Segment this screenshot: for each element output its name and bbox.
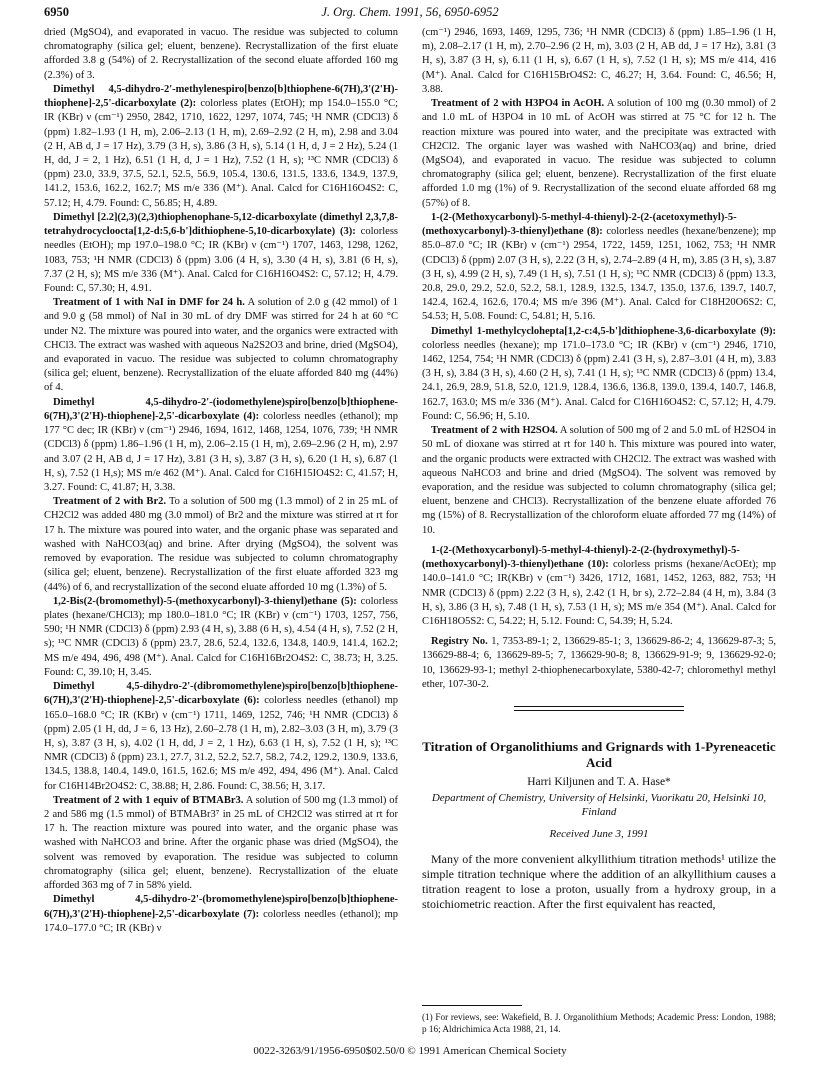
- compound-paragraph: 1-(2-(Methoxycarbonyl)-5-methyl-4-thienyl)-2-(2-(hydroxymethyl)-5-(methoxycarbonyl)-3-thienyl)ethane (10): colorless prisms (hexane/AcOEt); mp 140.0–141.0 °C; IR(KBr) ν (cm⁻¹) 3426, 1712, 1681, 1452, 1263, 882, 753; ¹H NMR (CDCl3) δ (ppm) 2.22 (3 H, s), 2.42 (1 H, br s), 2.72–2.84 (4 H, m), 3.84 (3 H, s), 3.86 (3 H, s), 7.48 (1 H, s), 7.53 (1 H, s); MS m/e 354 (M⁺). Anal. Calcd for C16H18O5S2: C, 54.22; H, 5.12. Found: C, 54.39; H, 5.24.: [422, 544, 776, 627]
- compound-heading: 1-(2-(Methoxycarbonyl)-5-methyl-4-thienyl)-2-(2-(hydroxymethyl)-5-(methoxycarbonyl)-3-thienyl)ethane (10):: [422, 544, 740, 571]
- section-divider: [514, 706, 684, 707]
- procedure-heading: Treatment of 2 with H3PO4 in AcOH.: [431, 98, 605, 110]
- page-footer: 0022-3263/91/1956-6950$02.50/0 © 1991 American Chemical Society: [253, 1045, 567, 1057]
- compound-heading: Dimethyl 4,5-dihydro-2'-(bromomethylene)spiro[benzo[b]thiophene-6(7H),3'(2'H)-thiophene]-2,5'-dicarboxylate (7):: [44, 894, 398, 920]
- section-divider: [514, 710, 684, 711]
- compound-paragraph: Dimethyl 4,5-dihydro-2'-(dibromomethylene)spiro[benzo[b]thiophene-6(7H),3'(2'H)-thiophene]-2,5'-dicarboxylate (6): colorless needles (ethanol) mp 165.0–168.0 °C; IR (KBr) ν (cm⁻¹) 1711, 1469, 1252, 746; ¹H NMR (CDCl3) δ (ppm) 2.05 (1 H, dd, J = 6, 13 Hz), 2.60–2.78 (1 H, m), 2.82–3.03 (3 H, m), 3.79 (3 H, s), 3.87 (3 H, s), 4.02 (1 H, dd, J = 2, 1 Hz), 6.63 (1 H, s), 7.52 (1 H, s); ¹³C NMR (CDCl3) δ (ppm) 23.1, 27.7, 31.2, 52.2, 52.7, 58.2, 74.2, 129.2, 130.9, 133.6, 134.5, 138.8, 140.4, 149.0, 161.5, 162.6; MS m/e 492, 494, 496 (M⁺). Anal. Calcd for C16H14Br2O4S2: C, 38.88; H, 2.86. Found: C, 38.56; H, 3.17.: [44, 681, 398, 792]
- running-header: [44, 5, 776, 25]
- article-affiliation: Department of Chemistry, University of Helsinki, Vuorikatu 20, Helsinki 10, Finland: [431, 792, 767, 818]
- page-number: 6950: [44, 5, 69, 19]
- compound-heading: 1-(2-(Methoxycarbonyl)-5-methyl-4-thienyl)-2-(2-(acetoxymethyl)-5-(methoxycarbonyl)-3-thienyl)ethane (8):: [422, 211, 737, 238]
- compound-paragraph: 1,2-Bis(2-(bromomethyl)-5-(methoxycarbonyl)-3-thienyl)ethane (5): colorless plates (hexane/CHCl3); mp 180.0–181.0 °C; IR (KBr) ν (cm⁻¹) 1703, 1257, 756, 590; ¹H NMR (CDCl3) δ (ppm) 2.93 (4 H, s), 3.88 (6 H, s), 4.54 (4 H, s), 7.52 (2 H, s); ¹³C NMR (CDCl3) δ (ppm) 23.7, 28.6, 52.4, 132.6, 134.8, 140.9, 141.4, 162.2; MS m/e 494, 496, 498 (M⁺). Anal. Calcd for C16H16Br2O4S2: C, 38.73; H, 3.25. Found: C, 39.10; H, 3.45.: [44, 595, 398, 678]
- compound-heading: 1,2-Bis(2-(bromomethyl)-5-(methoxycarbonyl)-3-thienyl)ethane (5):: [53, 595, 357, 607]
- received-date: Received June 3, 1991: [549, 828, 649, 841]
- compound-heading: Dimethyl 1-methylcyclohepta[1,2-c:4,5-b']dithiophene-3,6-dicarboxylate (9):: [431, 325, 776, 337]
- registry-paragraph: Registry No. 1, 7353-89-1; 2, 136629-85-1; 3, 136629-86-2; 4, 136629-87-3; 5, 136629-88-4; 6, 136629-89-5; 7, 136629-90-8; 8, 136629-91-9; 9, 136629-92-0; 10, 136629-93-1; methyl 2-thiophenecarboxylate, 5380-42-7; chloromethyl methyl ether, 107-30-2.: [422, 636, 776, 690]
- article-body: Many of the more convenient alkyllithium titration methods¹ utilize the simple titration technique where the addition of an alkyllithium causes a titration reagent to lose a proton, usually from a hydroxy group, in a stoichiometric reaction. After the first equivalent has reacted,: [422, 851, 776, 912]
- compound-paragraph: Dimethyl [2.2](2,3)(2,3)thiophenophane-5,12-dicarboxylate (dimethyl 2,3,7,8-tetrahydrocycloocta[1,2-d:5,6-b']dithiophene-5,10-dicarboxylate) (3): colorless needles (EtOH); mp 197.0–198.0 °C; IR (KBr) ν (cm⁻¹) 1707, 1463, 1298, 1262, 1083, 753; ¹H NMR (CDCl3) δ (ppm) 3.06 (4 H, s), 3.30 (4 H, s), 3.81 (6 H, s), 7.37 (2 H, s); MS m/e 336 (M⁺). Anal. Calcd for C16H16O4S2: C, 57.12; H, 4.79. Found: C, 57.30; H, 4.91.: [44, 211, 398, 294]
- footnote: (1) For reviews, see: Wakefield, B. J. Organolithium Methods; Academic Press: London, 1988; p 16; Aldrichimica Acta 1988, 21, 14.: [422, 1012, 776, 1034]
- article-title: Titration of Organolithiums and Grignards with 1-Pyreneacetic Acid: [422, 739, 776, 771]
- procedure-paragraph: Treatment of 2 with H3PO4 in AcOH. A solution of 100 mg (0.30 mmol) of 2 and 1.0 mL of H3PO4 in 10 mL of AcOH was stirred at 75 °C for 12 h. The reaction mixture was poured into water, and the precipitate was extracted with CH2Cl2. The organic layer was washed with NaHCO3(aq) and brine, dried (MgSO4), and evaporated in vacuo. The residue was subjected to column chromatography (silica gel; eluent, benzene). Recrystallization of the first eluate afforded 1.0 mg (1%) of 9. Recrystallization of the second eluate afforded 68 mg (57%) of 8.: [422, 98, 776, 209]
- compound-paragraph: Dimethyl 4,5-dihydro-2'-(bromomethylene)spiro[benzo[b]thiophene-6(7H),3'(2'H)-thiophene]-2,5'-dicarboxylate (7): colorless needles (ethanol); mp 174.0–177.0 °C; IR (KBr) ν: [44, 894, 399, 934]
- procedure-paragraph: Treatment of 1 with NaI in DMF for 24 h. A solution of 2.0 g (42 mmol) of 1 and 9.0 g (58 mmol) of NaI in 30 mL of dry DMF was stirred for 24 h at 60 °C under N2. The mixture was poured into water, and the organics were extracted with CHCl3. The extract was washed with aqueous Na2S2O3 and brine, dried (MgSO4), and evaporated in vacuo. The residue was subjected to column chromatography (silica gel; eluent, benzene). Recrystallization of the eluate afforded 840 mg (44%) of 4.: [44, 297, 399, 394]
- procedure-heading: Treatment of 2 with H2SO4.: [431, 425, 558, 437]
- compound-heading: Dimethyl 4,5-dihydro-2'-methylenespiro[benzo[b]thiophene-6(7H),3'(2'H)-thiophene]-2,5'-dicarboxylate (2):: [44, 83, 398, 110]
- procedure-heading: Treatment of 1 with NaI in DMF for 24 h.: [53, 297, 245, 309]
- compound-heading: Dimethyl 4,5-dihydro-2'-(iodomethylene)spiro[benzo[b]thiophene-6(7H),3'(2'H)-thiophene]-2,5'-dicarboxylate (4):: [44, 396, 398, 422]
- registry-heading: Registry No.: [431, 636, 488, 648]
- compound-paragraph: Dimethyl 4,5-dihydro-2'-methylenespiro[benzo[b]thiophene-6(7H),3'(2'H)-thiophene]-2,5'-dicarboxylate (2): colorless plates (EtOH); mp 154.0–155.0 °C; IR (KBr) ν (cm⁻¹) 2950, 2842, 1710, 1622, 1297, 1074, 745; ¹H NMR (CDCl3) δ (ppm) 1.82–1.93 (1 H, m), 2.06–2.13 (1 H, m), 2.69–2.92 (2 H, m), 2.98 and 3.04 (2 H, AB d, J = 17 Hz), 3.79 (3 H, s), 3.86 (3 H, s), 5.14 (1 H, d, J = 2 Hz), 5.24 (1 H, dd, J = 2, 1 Hz), 6.51 (1 H, d, J = 1 Hz), 7.52 (1 H, s); ¹³C NMR (CDCl3) δ (ppm) 23.0, 33.9, 37.5, 52.1, 52.5, 56.9, 105.4, 130.6, 131.5, 133.6, 134.9, 137.9, 141.2, 153.6, 162.2, 162.7; MS m/e 336 (M⁺). Anal. Calcd for C16H16O4S2: C, 57.12; H, 4.79. Found: C, 56.85; H, 4.89.: [44, 83, 398, 209]
- procedure-heading: Treatment of 2 with 1 equiv of BTMABr3.: [53, 794, 244, 806]
- procedure-paragraph: Treatment of 2 with 1 equiv of BTMABr3. A solution of 500 mg (1.3 mmol) of 2 and 586 mg (1.5 mmol) of BTMABr3⁷ in 25 mL of CH2Cl2 was stirred at rt for 17 h. The reaction mixture was poured into water, and the organic phase was washed with NaHCO3 and brine. After the organic phase was dried (MgSO4), the solvent was removed by evaporation. The residue was subjected to column chromatography (silica gel; eluent, benzene). Recrystallization of the eluate afforded 363 mg of 7 in 58% yield.: [44, 794, 398, 892]
- paragraph: (cm⁻¹) 2946, 1693, 1469, 1295, 736; ¹H NMR (CDCl3) δ (ppm) 1.85–1.96 (1 H, m), 2.08–2.17 (1 H, m), 2.70–2.96 (2 H, m), 3.03 (2 H, AB dd, J = 17 Hz), 3.81 (3 H, s), 3.87 (3 H, s), 6.11 (1 H, s), 6.67 (1 H, s), 7.52 (1 H, s); MS m/e 414, 416 (M⁺). Anal. Calcd for C16H15BrO4S2: C, 46.27; H, 3.64. Found: C, 46.56; H, 3.88.: [422, 27, 776, 95]
- compound-paragraph: 1-(2-(Methoxycarbonyl)-5-methyl-4-thienyl)-2-(2-(acetoxymethyl)-5-(methoxycarbonyl)-3-thienyl)ethane (8): colorless needles (hexane/benzene); mp 85.0–87.0 °C; IR (KBr) ν (cm⁻¹) 2954, 1722, 1459, 1251, 1062, 753; ¹H NMR (CDCl3) δ (ppm) 2.07 (3 H, s), 2.22 (3 H, s), 2.74–2.89 (4 H, m), 3.85 (3 H, s), 3.87 (3 H, s), 4.99 (2 H, s), 7.49 (1 H, s), 7.51 (1 H, s); ¹³C NMR (CDCl3) δ (ppm) 13.3, 20.8, 29.0, 29.2, 52.0, 52.2, 58.1, 128.9, 132.5, 134.7, 135.0, 137.6, 139.7, 140.7, 142.4, 162.4, 162.6, 170.4; MS m/e 396 (M⁺). Anal. Calcd for C18H20O6S2: C, 54.53; H, 5.08. Found: C, 54.81; H, 5.16.: [422, 211, 776, 323]
- journal-citation: J. Org. Chem. 1991, 56, 6950-6952: [321, 5, 499, 19]
- left-column: [44, 26, 398, 936]
- compound-heading: Dimethyl [2.2](2,3)(2,3)thiophenophane-5,12-dicarboxylate (dimethyl 2,3,7,8-tetrahydrocycloocta[1,2-d:5,6-b']dithiophene-5,10-dicarboxylate) (3):: [44, 211, 398, 238]
- right-column: [422, 26, 776, 912]
- procedure-heading: Treatment of 2 with Br2.: [53, 496, 166, 508]
- procedure-paragraph: Treatment of 2 with H2SO4. A solution of 500 mg of 2 and 5.0 mL of H2SO4 in 50 mL of dioxane was stirred at rt for 140 h. This mixture was poured into water, and the organic products were extracted with CH2Cl2. The extract was washed with aqueous NaHCO3 and brine and dried (MgSO4). The solvent was removed by evaporation, and the residue was subjected to column chromatography (silica gel; eluent, benzene and CHCl3). Recrystallization of the benzene eluate afforded 76 mg (15%) of 8. Recrystallization of the chloroform eluate afforded 77 mg (14%) of 10.: [422, 425, 776, 536]
- compound-heading: Dimethyl 4,5-dihydro-2'-(dibromomethylene)spiro[benzo[b]thiophene-6(7H),3'(2'H)-thiophene]-2,5'-dicarboxylate (6):: [44, 681, 398, 707]
- footnote-rule: [422, 1005, 522, 1006]
- compound-paragraph: Dimethyl 1-methylcyclohepta[1,2-c:4,5-b']dithiophene-3,6-dicarboxylate (9): colorless needles (hexane); mp 171.0–173.0 °C; IR (KBr) ν (cm⁻¹) 2946, 1710, 1462, 1254, 754; ¹H NMR (CDCl3) δ (ppm) 2.41 (3 H, s), 2.87–3.01 (4 H, m), 3.83 (3 H, s), 3.84 (3 H, s), 4.60 (2 H, s), 7.41 (1 H, s); ¹³C NMR (CDCl3) δ (ppm) 13.4, 24.1, 26.9, 28.9, 51.8, 52.0, 121.9, 128.4, 136.6, 136.8, 139.0, 139.4, 140.7, 146.8, 162.7, 163.0; MS m/e 336 (M⁺). Anal. Calcd for C16H16O4S2: C, 57.12; H, 4.79. Found: C, 56.96; H, 5.10.: [422, 325, 776, 422]
- article-authors: Harri Kiljunen and T. A. Hase*: [527, 776, 671, 789]
- paragraph: dried (MgSO4), and evaporated in vacuo. The residue was subjected to column chromatography (silica gel; eluent, benzene). Recrystallization of the first eluate afforded 3.8 g (54%) of 2. Recrystallization of the second eluate afforded 160 mg (2.3%) of 3.: [44, 27, 398, 81]
- procedure-paragraph: Treatment of 2 with Br2. To a solution of 500 mg (1.3 mmol) of 2 in 25 mL of CH2Cl2 was added 480 mg (3.0 mmol) of Br2 and the mixture was stirred at rt for 17 h. The mixture was poured into water, and the organic phase was separated and washed with NaHCO3(aq) and brine. After drying (MgSO4), the solvent was removed by evaporation. The residue was subjected to column chromatography (silica gel; eluent, benzene). Recrystallization of the first eluate afforded 323 mg (44%) of 6, and recrystallization of the second eluate afforded 10 mg (1.3%) of 5.: [44, 496, 399, 593]
- compound-paragraph: Dimethyl 4,5-dihydro-2'-(iodomethylene)spiro[benzo[b]thiophene-6(7H),3'(2'H)-thiophene]-2,5'-dicarboxylate (4): colorless needles (ethanol); mp 177 °C dec; IR (KBr) ν (cm⁻¹) 2946, 1694, 1612, 1468, 1254, 1076, 739; ¹H NMR (CDCl3) δ (ppm) 1.86–1.96 (1 H, m), 2.06–2.15 (1 H, m), 2.69–2.96 (2 H, m), 2.97 and 3.07 (2 H, AB d, J = 17 Hz), 3.81 (3 H, s), 3.87 (3 H, s), 6.20 (1 H, s), 6.87 (1 H, s), 7.52 (1 H,s); MS m/e 462 (M⁺). Anal. Calcd for C16H15IO4S2: C, 41.57; H, 3.27. Found: C, 41.87; H, 3.38.: [44, 396, 399, 493]
